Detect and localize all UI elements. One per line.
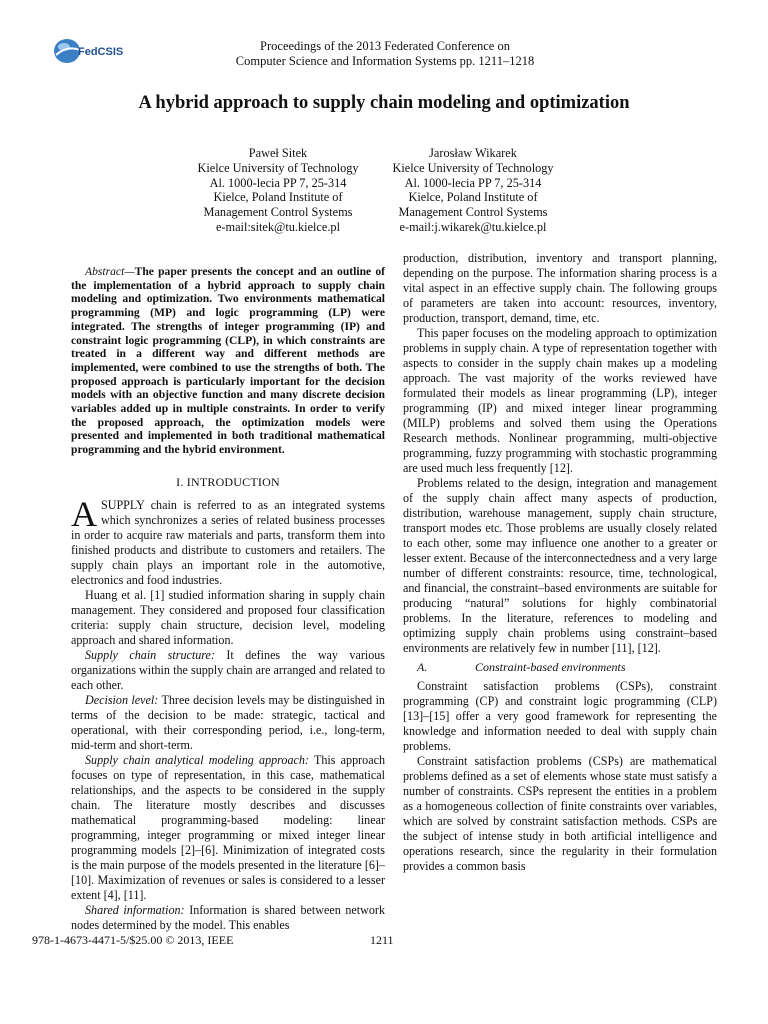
right-paragraph-2: This paper focuses on the modeling approach to optimization problems in supply chain. A type of representation together with aspects to consider in the supply chain makes up a modeling approach. The vast majority of the works reviewed have formulated their models as linear programming (LP), integer programming (IP) and mixed integer linear programming (MILP) problems and solved them using the Operations Research methods. Nonlinear programming, multi-objective programming, fuzzy programming with stochastic programming are used much less frequently [12].	[403, 326, 717, 475]
intro-paragraph-modeling	[71, 753, 385, 903]
author-location: Kielce, Poland Institute of	[213, 190, 343, 205]
abstract-text: The paper presents the concept and an outline of the implementation of a hybrid approach to supply chain modeling and optimization. Two environments mathematical programming (MP) and logic programming (LP) were integrated. The strengths of integer programming (IP) and constraint logic programming (CLP), in which constraints are treated in a different way and different methods are implemented, were combined to use the strengths of both. The proposed approach is particularly important for the decision models with an objective function and many discrete decision variables added up in multiple constraints. In order to verify the proposed approach, the optimization models were presented and implemented in both traditional mathematical programming and the hybrid environment.	[71, 265, 385, 457]
author-address: Al. 1000-lecia PP 7, 25-314	[404, 175, 542, 190]
right-paragraph-5: Constraint satisfaction problems (CSPs) are mathematical problems defined as a set of elements whose state must satisfy a number of constraints. CSPs represent the entities in a problem as a homogeneous collection of finite constraints over variables, which are solved by constraint satisfaction methods. CSPs are the subject of intense study in both artificial intelligence and operations research, since the regularity in their formulation provides a common basis	[403, 754, 717, 873]
right-paragraph-3: Problems related to the design, integration and management of the supply chain affect many aspects of production, distribution, warehouse management, supply chain structure, transport modes etc. Those problems are usually closely related to each other, some may influence one another to a greater or lesser extent. Because of the interconnectedness and a very large number of different constraints: resource, time, technological, and financial, the constraint–based environments are suitable for producing “natural” solutions for highly combinatorial problems. In the literature, references to modeling and optimizing supply chain problems using constraint–based environments are relatively few in number [11], [12].	[403, 476, 717, 655]
right-paragraph-4: Constraint satisfaction problems (CSPs), constraint programming (CP) and constraint logic programming (CLP) [13]–[15] offer a very good framework for representing the knowledge and information needed to deal with supply chain problems.	[403, 679, 717, 753]
right-paragraph-1: production, distribution, inventory and transport planning, depending on the purpose. The information sharing process is a vital aspect in an effective supply chain. The following groups of parameters are taken into account: resources, inventory, production, transport, demand, time, etc.	[403, 251, 717, 325]
author-block-1	[178, 146, 378, 235]
author-email: e-mail:sitek@tu.kielce.pl	[215, 219, 340, 234]
author-block-2	[373, 146, 573, 235]
drop-cap: A	[71, 493, 97, 534]
paragraph-text: Information is shared between network nodes determined by the model. This enables	[71, 902, 385, 932]
paragraph-text: Three decision levels may be distinguished in terms of the decision to be made: strategic, tactical and operational, with their corresponding period, i.e., long-term, mid-term and short-term.	[71, 692, 385, 752]
paper-title: A hybrid approach to supply chain modeling and optimization	[138, 93, 630, 113]
paragraph-label: Decision level:	[85, 692, 159, 707]
fedcsis-logo	[52, 36, 124, 66]
author-email: e-mail:j.wikarek@tu.kielce.pl	[399, 219, 547, 234]
paragraph-label: Supply chain analytical modeling approach:	[85, 752, 309, 767]
abstract-label: Abstract—	[85, 265, 135, 278]
paragraph-label: Shared information:	[85, 902, 185, 917]
section-heading-introduction: I. INTRODUCTION	[176, 474, 280, 489]
paragraph-label: Supply chain structure:	[85, 647, 215, 662]
author-affiliation: Kielce University of Technology	[197, 160, 359, 175]
paragraph-text: It defines the way various organizations within the supply chain are arranged and related to each other.	[71, 647, 386, 692]
author-affiliation: Kielce University of Technology	[392, 160, 554, 175]
intro-paragraph-2: Huang et al. [1] studied information sharing in supply chain management. They considered and proposed four classification criteria: supply chain structure, decision level, modeling approach and shared information.	[71, 587, 385, 647]
subsection-heading	[403, 660, 717, 675]
author-address: Al. 1000-lecia PP 7, 25-314	[209, 175, 347, 190]
footer-isbn: 978-1-4673-4471-5/$25.00 © 2013, IEEE	[32, 933, 234, 947]
intro-paragraph-1-text: SUPPLY chain is referred to as an integrated systems which synchronizes a series of related business processes in order to acquire raw materials and parts, transform them into finished products and distribute to customers and retailers. The supply chain plays an important role in the automotive, electronics and food industries.	[71, 497, 385, 587]
right-column	[403, 251, 717, 874]
intro-paragraph-1	[71, 493, 385, 588]
abstract	[71, 265, 385, 457]
proceedings-line-2: Computer Science and Information Systems pp. 1211–1218	[235, 54, 535, 68]
logo-text: FedCSIS	[78, 46, 124, 58]
intro-paragraph-decision	[71, 693, 385, 753]
author-name: Jarosław Wikarek	[429, 146, 517, 160]
author-institute: Management Control Systems	[203, 205, 353, 220]
intro-paragraph-shared	[71, 903, 385, 933]
author-name: Paweł Sitek	[248, 146, 308, 160]
author-institute: Management Control Systems	[398, 205, 548, 220]
subsection-number: A.	[417, 660, 428, 674]
paragraph-text: This approach focuses on type of representation, in this case, mathematical relationships, and the aspects to be considered in the supply chain. The literature mostly describes and discusses mathematical programming-based modeling: linear programming, integer programming or mixed integer linear programming models [2]–[6]. Minimization of integrated costs is the main purpose of the models presented in the literature [6]–[10]. Maximization of revenues or sales is considered to a lesser extent [4], [11].	[71, 752, 386, 902]
subsection-title: Constraint-based environments	[475, 660, 626, 674]
proceedings-header	[150, 39, 620, 69]
author-location: Kielce, Poland Institute of	[408, 190, 538, 205]
proceedings-line-1: Proceedings of the 2013 Federated Conference on	[260, 39, 510, 53]
page-number: 1211	[370, 933, 394, 947]
intro-paragraph-structure	[71, 648, 385, 693]
left-column	[71, 265, 385, 933]
